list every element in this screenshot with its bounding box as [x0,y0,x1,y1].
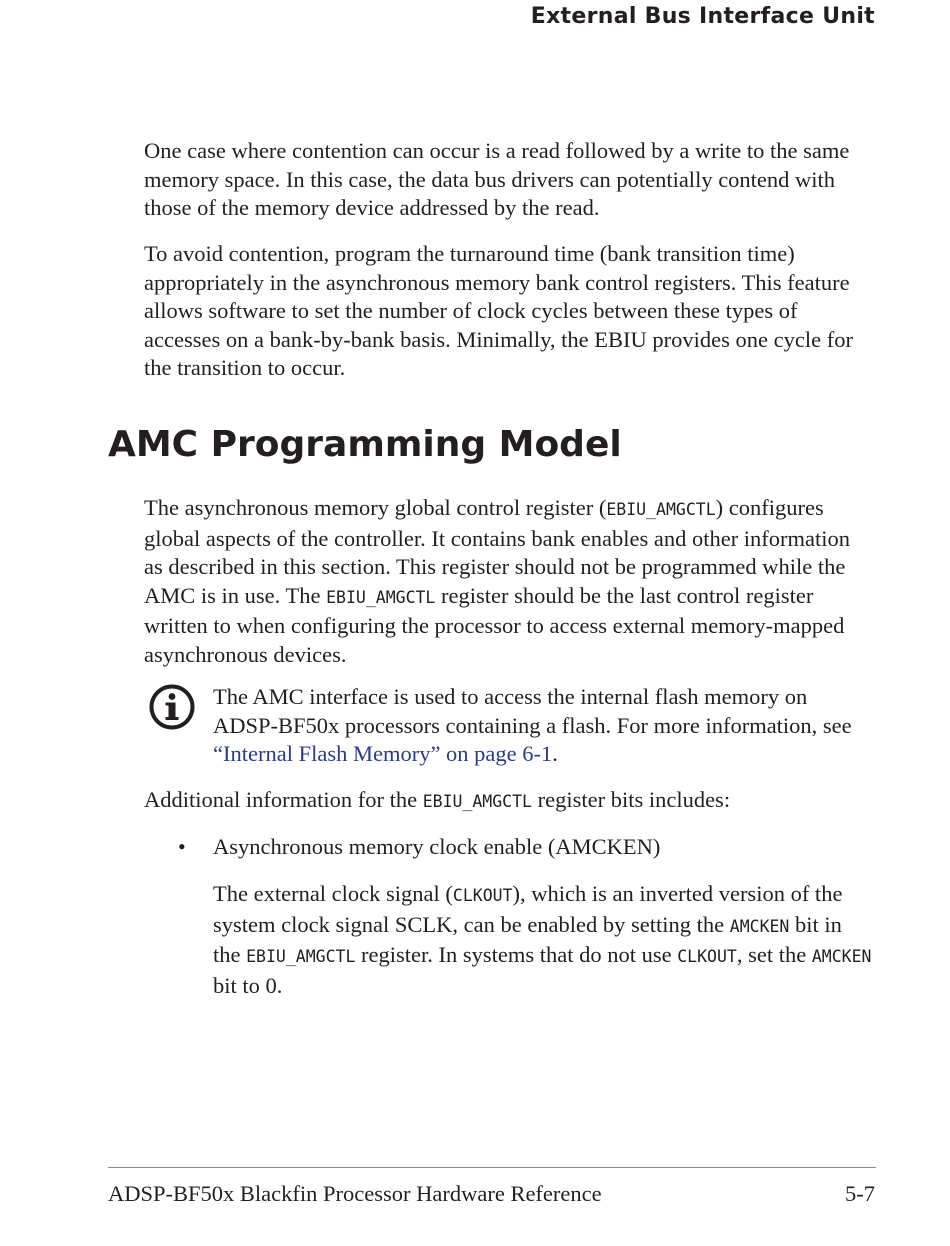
cross-reference-link[interactable]: “Internal Flash Memory” on page 6-1 [213,741,553,766]
text-run: The external clock signal ( [213,881,453,906]
note-flash-memory [213,683,873,769]
register-name: EBIU_AMGCTL [326,587,436,607]
text-run: bit to 0. [213,972,283,998]
paragraph-contention: One case where contention can occur is a read followed by a write to the same memory space. In this case, the data bus drivers can potentially contend with those of the memory device addressed by the read. [144,138,850,220]
running-header: External Bus Interface Unit [530,4,875,29]
paragraph-avoid-contention: To avoid contention, program the turnaround time (bank transition time) appropriately in the asynchronous memory bank control registers. This feature allows software to set the number of clock cycles between these types of accesses on a bank-by-bank basis. Minimally, the EBIU provides one cycle for the transition to occur. [144,241,853,380]
info-icon [148,683,196,731]
text-run: Additional information for the [144,787,423,812]
text-run: ), which is an inverted version of the system clock signal SCLK, can be enabled by setting the [213,881,843,937]
paragraph-amgctl-intro [144,494,874,669]
text-run: bit in the [213,911,842,967]
register-name: EBIU_AMGCTL [422,792,532,811]
signal-name: CLKOUT [452,886,513,905]
text-run: register should be the last control register written to when configuring the processor to access external memory-mapped asynchronous devices. [144,582,845,667]
section-heading: AMC Programming Model [108,424,622,465]
bit-name: AMCKEN [811,947,872,966]
text-run: The asynchronous memory global control register ( [144,495,607,520]
text-run: ) configures global aspects of the controller. It contains bank enables and other information as described in this section. This register should not be programmed while the AMC is in use. The [144,495,851,608]
text-run: register bits includes: [531,787,731,812]
text-run: , set the [736,942,812,967]
bullet-marker: • [178,834,186,859]
bit-name: AMCKEN [729,916,790,936]
text-run: The AMC interface is used to access the internal flash memory on ADSP-BF50x processors containing a flash. For more information, see [213,684,852,738]
text-run: register. In systems that do not use [355,942,678,967]
register-name: EBIU_AMGCTL [246,947,356,966]
page-number: 5-7 [845,1181,875,1206]
footer-divider [108,1167,876,1168]
signal-name: CLKOUT [677,947,737,966]
register-name: EBIU_AMGCTL [606,500,716,519]
text-run: . [552,741,558,766]
footer-title: ADSP-BF50x Blackfin Processor Hardware Reference [108,1181,602,1206]
paragraph-clkout [213,880,873,1000]
paragraph-additional-info [144,786,874,817]
list-item-amcken: Asynchronous memory clock enable (AMCKEN) [213,834,661,859]
